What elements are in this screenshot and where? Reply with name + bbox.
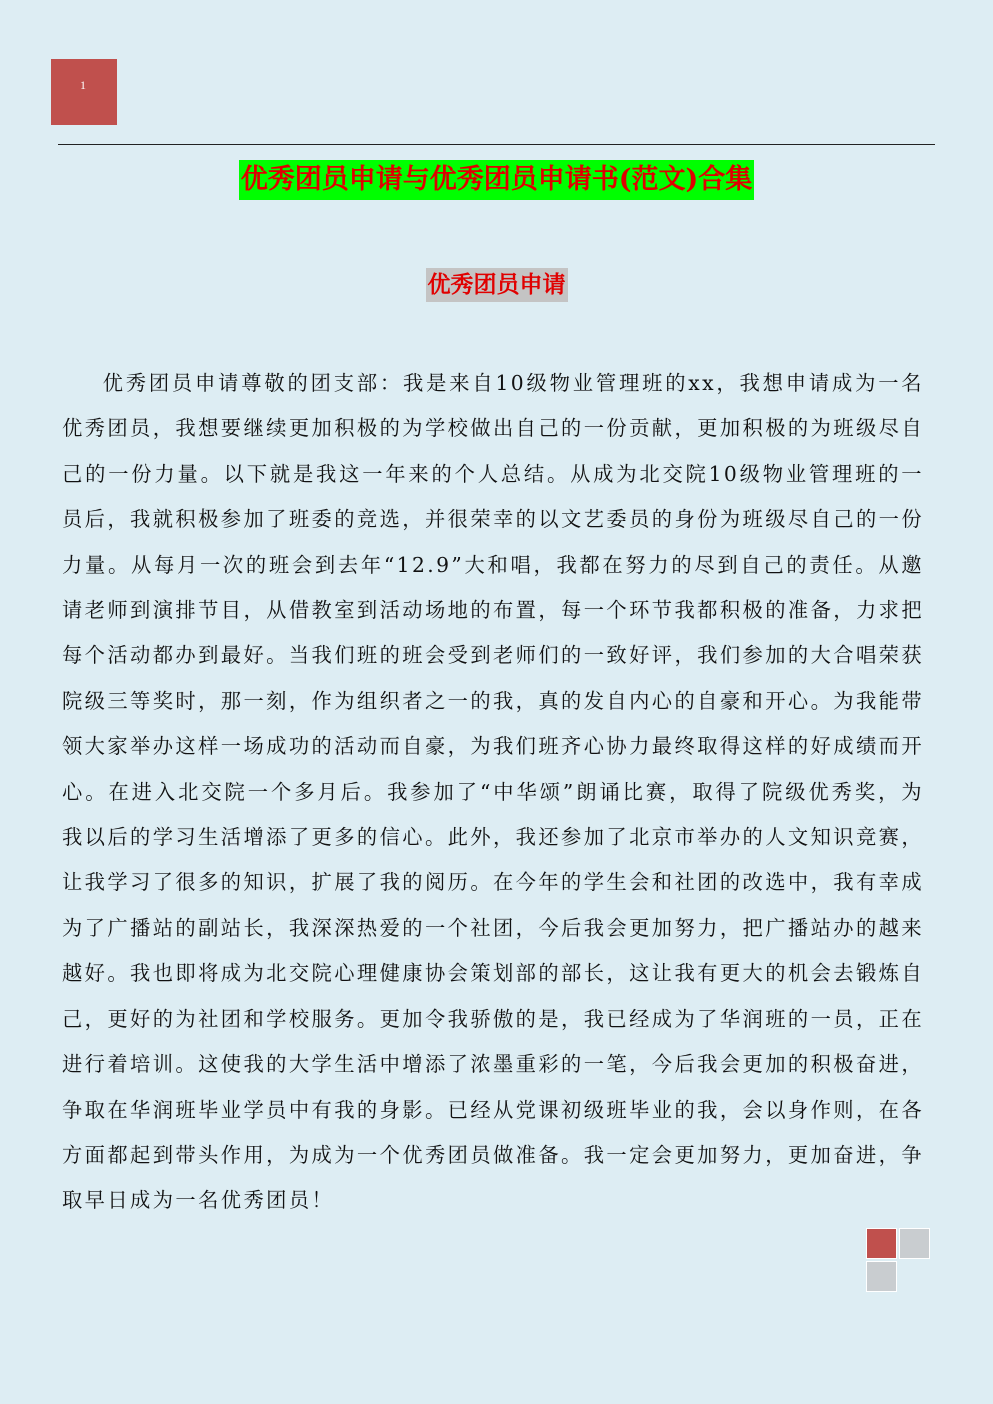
- header-divider: [58, 144, 935, 145]
- corner-decoration: [866, 1228, 932, 1294]
- deco-square-gray: [899, 1228, 930, 1259]
- deco-square-red: [866, 1228, 897, 1259]
- document-title-container: [0, 160, 993, 200]
- page-number: 1: [80, 78, 86, 92]
- page-number-badge: [51, 59, 117, 125]
- deco-square-gray: [866, 1261, 897, 1292]
- document-title: 优秀团员申请与优秀团员申请书(范文)合集: [239, 160, 755, 200]
- section-title: 优秀团员申请: [426, 268, 568, 302]
- body-paragraph: 优秀团员申请尊敬的团支部：我是来自10级物业管理班的xx，我想申请成为一名优秀团员，我想要继续更加积极的为学校做出自己的一份贡献，更加积极的为班级尽自己的一份力量。以下就是我这一年来的个人总结。从成为北交院10级物业管理班的一员后，我就积极参加了班委的竞选，并很荣幸的以文艺委员的身份为班级尽自己的一份力量。从每月一次的班会到去年“12.9”大和唱，我都在努力的尽到自己的责任。从邀请老师到演排节目，从借教室到活动场地的布置，每一个环节我都积极的准备，力求把每个活动都办到最好。当我们班的班会受到老师们的一致好评，我们参加的大合唱荣获院级三等奖时，那一刻，作为组织者之一的我，真的发自内心的自豪和开心。为我能带领大家举办这样一场成功的活动而自豪，为我们班齐心协力最终取得这样的好成绩而开心。在进入北交院一个多月后。我参加了“中华颂”朗诵比赛，取得了院级优秀奖，为我以后的学习生活增添了更多的信心。此外，我还参加了北京市举办的人文知识竞赛，让我学习了很多的知识，扩展了我的阅历。在今年的学生会和社团的改选中，我有幸成为了广播站的副站长，我深深热爱的一个社团，今后我会更加努力，把广播站办的越来越好。我也即将成为北交院心理健康协会策划部的部长，这让我有更大的机会去锻炼自己，更好的为社团和学校服务。更加令我骄傲的是，我已经成为了华润班的一员，正在进行着培训。这使我的大学生活中增添了浓墨重彩的一笔，今后我会更加的积极奋进，争取在华润班毕业学员中有我的身影。已经从党课初级班毕业的我，会以身作则，在各方面都起到带头作用，为成为一个优秀团员做准备。我一定会更加努力，更加奋进，争取早日成为一名优秀团员！: [62, 371, 924, 1213]
- section-title-container: [0, 268, 993, 302]
